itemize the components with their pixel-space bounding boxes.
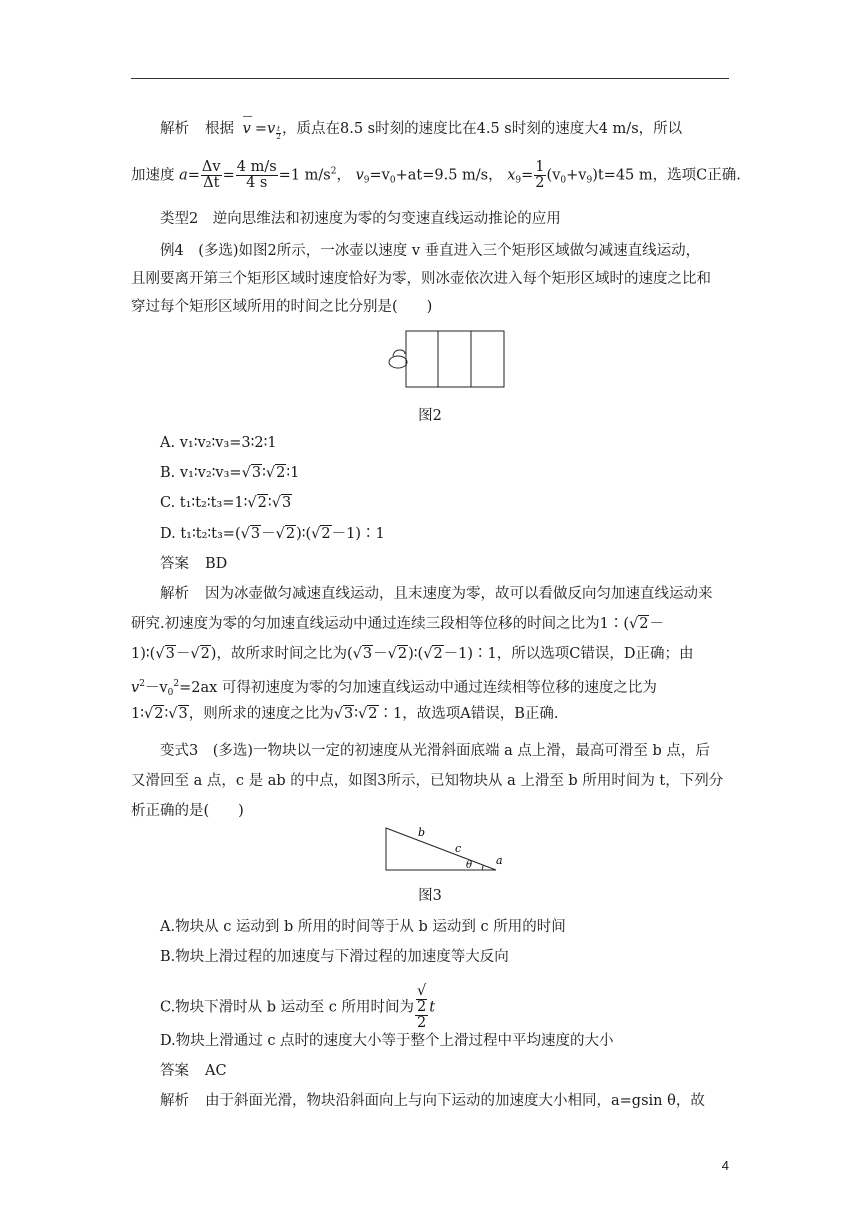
example4-analysis-line2: 研究.初速度为零的匀加速直线运动中通过连续三段相等位移的时间之比为1∶(√2－ [131, 616, 664, 632]
variant3-option-d: D.物块上滑通过 c 点时的速度大小等于整个上滑过程中平均速度的大小 [160, 1033, 614, 1049]
variant3-analysis-line1: 解析 由于斜面光滑，物块沿斜面向上与向下运动的加速度大小相同，a=gsin θ，故 [160, 1093, 705, 1109]
variant3-option-a: A.物块从 c 运动到 b 所用的时间等于从 b 运动到 c 所用的时间 [160, 919, 566, 935]
figure3-incline-diagram [380, 822, 510, 874]
example4-analysis-line5: 1∶√2∶√3，则所求的速度之比为√3∶√2∶1，故选项A错误，B正确. [131, 706, 559, 722]
type2-heading: 类型2 逆向思维法和初速度为零的匀变速直线运动推论的应用 [160, 211, 561, 227]
variant3-option-b: B.物块上滑过程的加速度与下滑过程的加速度等大反向 [160, 949, 509, 965]
variant3-line3: 析正确的是( ) [131, 803, 244, 819]
variant3-line2: 又滑回至 a 点，c 是 ab 的中点，如图3所示，已知物块从 a 上滑至 b 所用时间为 t，下列分 [131, 773, 724, 789]
example4-analysis-line1: 解析 因为冰壶做匀减速直线运动，且末速度为零，故可以看做反向匀加速直线运动来 [160, 586, 713, 602]
variant3-answer: 答案 AC [160, 1063, 227, 1079]
variant3-option-c: C.物块下滑时从 b 运动至 c 所用时间为 √ 2 2 t [160, 983, 436, 1031]
variant3-line1: 变式3 (多选)一物块以一定的初速度从光滑斜面底端 a 点上滑，最高可滑至 b 点，后 [160, 743, 710, 759]
example4-option-a: A. v₁∶v₂∶v₃=3∶2∶1 [160, 435, 277, 451]
example4-line2: 且刚要离开第三个矩形区域时速度恰好为零，则冰壶依次进入每个矩形区域时的速度之比和 [131, 271, 711, 287]
figure3-label-c: c [455, 842, 462, 855]
prev-analysis-line2: 加速度 a= $\frac{\Delta v}{\Delta t}$ = $\frac{4 m/s}{4 s}$ =1 $m/s^2$， $v_9=v_0+at=9.5$ m/s， $x_9=$ $\frac{1}{2}$ $(v_0+v_9)t=45$ m，选项C正确. [131, 159, 741, 191]
example4-line3: 穿过每个矩形区域所用的时间之比分别是( ) [131, 299, 433, 315]
figure3-caption: 图3 [418, 888, 442, 904]
prev-analysis-line1: 解析 根据 — v =v $\frac{t}{2}$ ，质点在8.5 s时刻的速度比在4.5 s时刻的速度大4 m/s，所以 [160, 111, 683, 141]
header-rule [131, 78, 729, 79]
example4-analysis-line3: 1)∶(√3－√2)，故所求时间之比为(√3－√2)∶(√2－1)∶1，所以选项C错误，D正确；由 [131, 646, 694, 662]
figure3-label-b: b [418, 826, 426, 839]
figure2-caption: 图2 [418, 408, 442, 424]
example4-analysis-line4: $v^2-v_0^2=2ax$ 可得初速度为零的匀加速直线运动中通过连续相等位移的速度之比为 [131, 679, 657, 698]
figure3-label-theta: θ [466, 860, 473, 871]
example4-answer: 答案 BD [160, 556, 228, 572]
example4-option-c: C. t₁∶t₂∶t₃=1∶√2∶√3 [160, 495, 292, 511]
figure3-label-a: a [496, 854, 503, 867]
example4-line1: 例4 (多选)如图2所示，一冰壶以速度 v 垂直进入三个矩形区域做匀减速直线运动， [160, 243, 701, 259]
example4-option-b: B. v₁∶v₂∶v₃=√3∶√2∶1 [160, 465, 300, 481]
page-number: 4 [721, 1158, 729, 1173]
example4-option-d: D. t₁∶t₂∶t₃=(√3－√2)∶(√2－1)∶1 [160, 526, 385, 542]
curling-stone-icon [389, 356, 407, 368]
figure2-curling-diagram [380, 326, 510, 392]
